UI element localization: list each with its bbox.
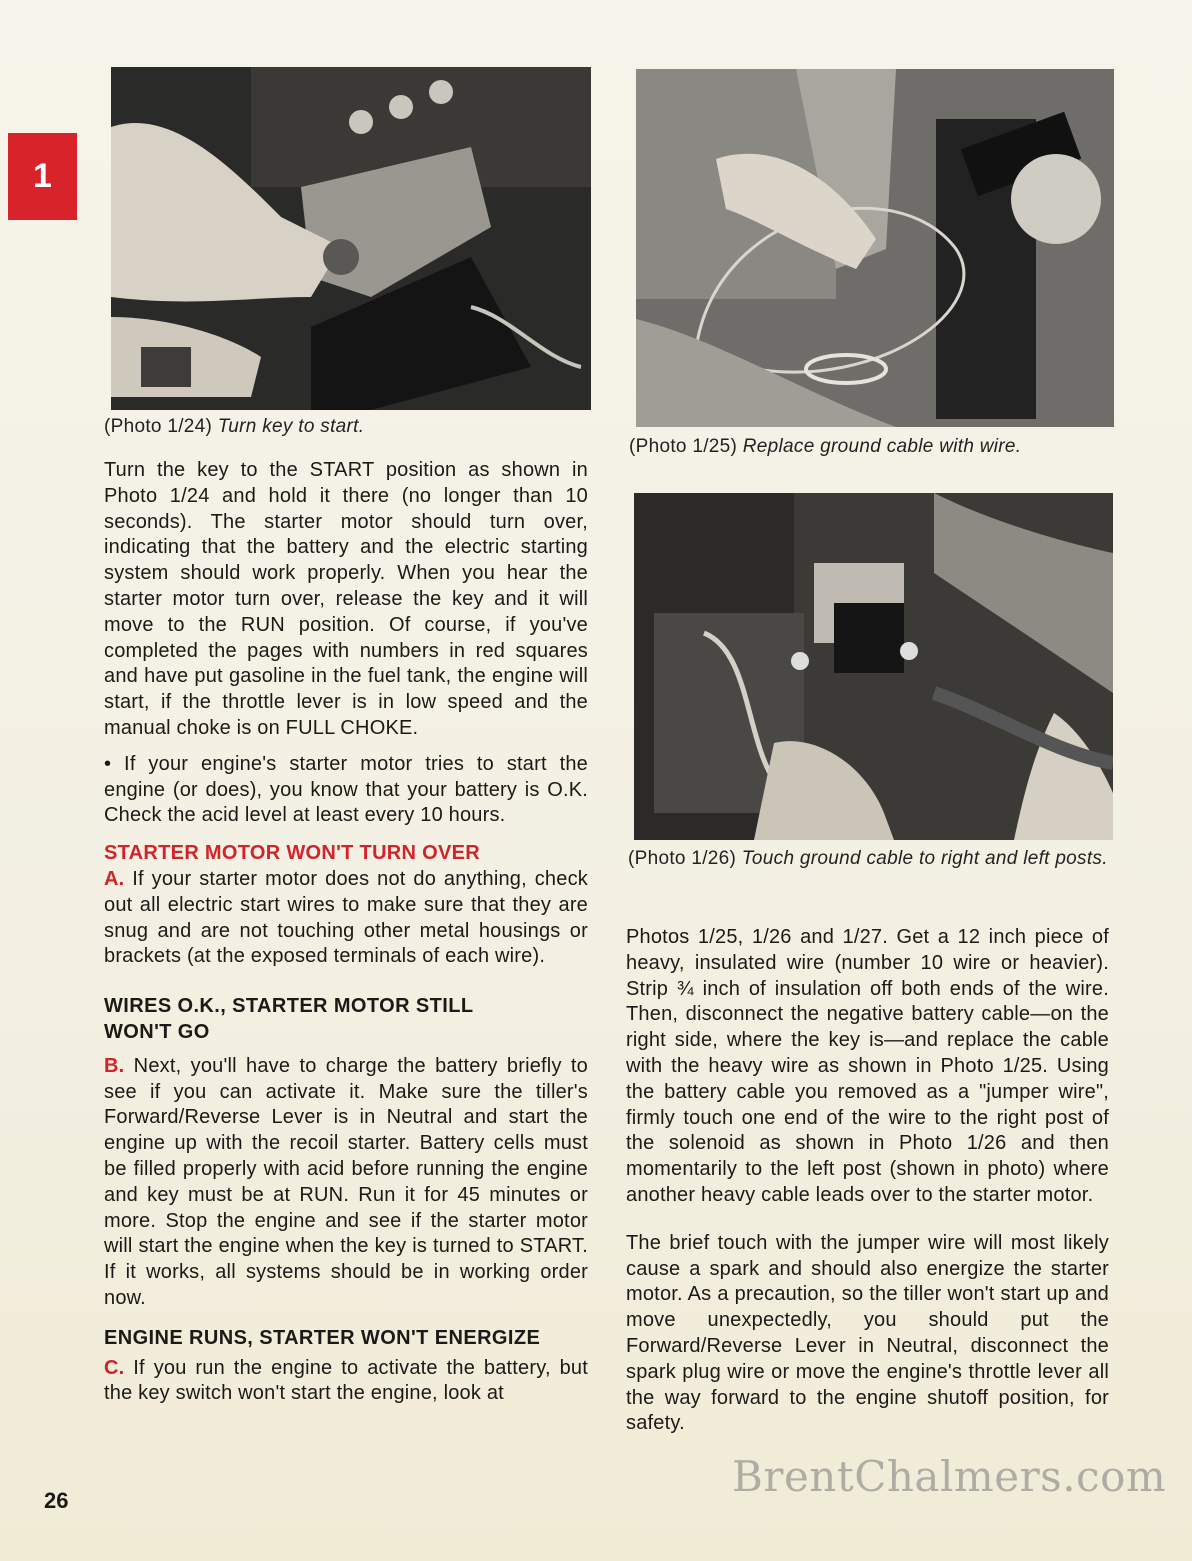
right-paragraph-1: Photos 1/25, 1/26 and 1/27. Get a 12 inch piece of heavy, insulated wire (number 10 wire or heavier). Strip ¾ inch of insulation off both ends of the wire. Then, disconnect the negative battery cable—on the right side, where the key is—and replace the cable with the heavy wire as shown in Photo 1/25. Using the battery cable you removed as a "jumper wire", firmly touch one end of the wire to the right post of the solenoid as shown in Photo 1/26 and then momentarily to the left post (shown in photo) where another heavy cable leads over to the starter motor. [626, 926, 1109, 1206]
heading-starter-motor-wont-turn-over: STARTER MOTOR WON'T TURN OVER [104, 842, 481, 865]
paragraph-c-label: C. [104, 1356, 125, 1379]
photo-1-24-image [111, 67, 591, 410]
heading-engine-runs: ENGINE RUNS, STARTER WON'T ENERGIZE [104, 1326, 541, 1349]
photo-1-24-description: Turn key to start. [217, 416, 365, 437]
paragraph-a [104, 867, 588, 970]
paragraph-a-label: A. [104, 867, 125, 890]
photo-1-25 [636, 69, 1114, 427]
paragraph-c [104, 1356, 588, 1408]
photo-1-24-number: (Photo 1/24) [104, 416, 213, 437]
photo-1-25-image [636, 69, 1114, 427]
paragraph-c-text: If you run the engine to activate the battery, but the key switch won't start the engine, look at [104, 1356, 588, 1405]
photo-1-25-number: (Photo 1/25) [629, 436, 738, 457]
paragraph-b-label: B. [104, 1054, 125, 1077]
photo-1-26-image [634, 493, 1113, 840]
photo-1-26-caption [628, 846, 1118, 871]
photo-1-26-description: Touch ground cable to right and left posts. [741, 848, 1108, 869]
left-paragraph-1: Turn the key to the START position as shown in Photo 1/24 and hold it there (no longer than 10 seconds). The starter motor should turn over, indicating that the battery and the electric starting system should work properly. When you hear the starter motor turn over, release the key and it will move to the RUN position. Of course, if you've completed the pages with numbers in red squares and have put gasoline in the fuel tank, the engine will start, if the throttle lever is in low speed and the manual choke is on FULL CHOKE. [104, 459, 588, 739]
watermark: BrentChalmers.com [732, 1452, 1167, 1501]
paragraph-b-text: Next, you'll have to charge the battery briefly to see if you can activate it. Make sure the tiller's Forward/Reverse Lever is in Neutral and start the engine up with the recoil starter. Battery cells must be filled properly with acid before running the engine and key must be at RUN. Run it for 45 minutes or more. Stop the engine and see if the starter motor will start the engine when the key is turned to START. If it works, all systems should be in working order now. [104, 1054, 588, 1309]
photo-1-24-caption [104, 414, 584, 439]
left-bullet-paragraph: • If your engine's starter motor tries to start the engine (or does), you know that your battery is O.K. Check the acid level at least every 10 hours. [104, 752, 588, 827]
photo-1-26 [634, 493, 1113, 840]
page-number: 26 [44, 1488, 69, 1513]
heading-wires-ok: WIRES O.K., STARTER MOTOR STILL WON'T GO [104, 995, 474, 1043]
paragraph-b [104, 1054, 588, 1312]
photo-1-25-description: Replace ground cable with wire. [742, 436, 1022, 457]
paragraph-a-text: If your starter motor does not do anything, check out all electric start wires to make sure that they are snug and are not touching other metal housings or brackets (at the exposed terminals of each wire). [104, 867, 588, 968]
photo-1-24 [111, 67, 591, 410]
right-column [626, 925, 1109, 1437]
photo-1-26-number: (Photo 1/26) [628, 848, 737, 869]
left-column [104, 458, 588, 1407]
right-paragraph-2: The brief touch with the jumper wire will most likely cause a spark and should also energize the starter motor. As a precaution, so the tiller won't start up and move unexpectedly, you should put the Forward/Reverse Lever in Neutral, disconnect the spark plug wire or move the engine's throttle lever all the way forward to the engine shutoff position, for safety. [626, 1231, 1109, 1435]
section-tab: 1 [8, 133, 77, 220]
photo-1-25-caption [629, 434, 1119, 459]
